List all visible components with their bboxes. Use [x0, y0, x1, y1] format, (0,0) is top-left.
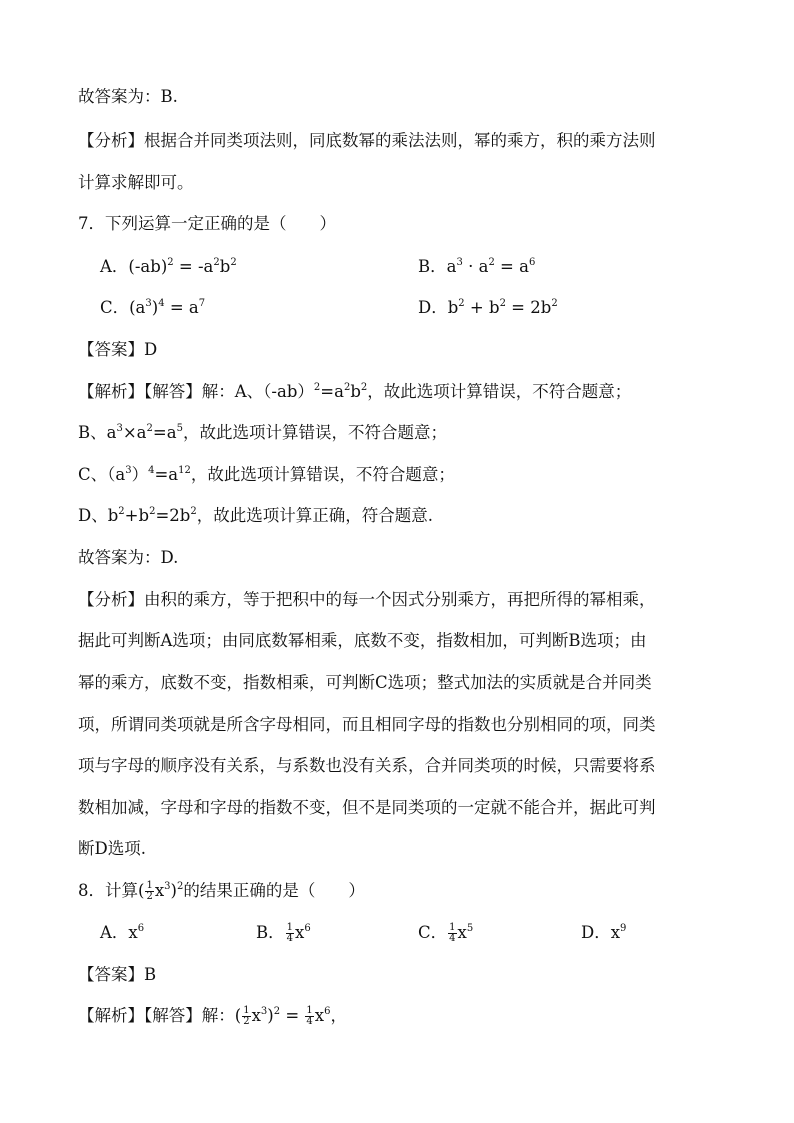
- question-7: 7．下列运算一定正确的是（ ）: [78, 214, 336, 233]
- analysis-7-line-1: 【分析】由积的乘方，等于把积中的每一个因式分别乘方，再把所得的幂相乘，: [78, 590, 656, 609]
- q7-option-d: D．$b^2 + b^2 = 2b^2$: [418, 298, 558, 317]
- q7-option-b: B．$a^3 \cdot a^2 = a^6$: [418, 257, 536, 276]
- solution-7-d: D、$b^2+b^2=2b^2$，故此选项计算正确，符合题意.: [78, 506, 433, 525]
- analysis-line-6a: 【分析】根据合并同类项法则，同底数幂的乘法法则，幂的乘方，积的乘方法则: [78, 131, 656, 150]
- question-8: 8．计算( $\frac{1}{2}$ $x^3)^2$的结果正确的是（ ）: [78, 880, 365, 902]
- q8-expression: ( $\frac{1}{2}$ $x^3)^2$: [138, 880, 184, 902]
- q8-option-d: D．$x^9$: [581, 923, 627, 942]
- answer-8: 【答案】B: [78, 965, 157, 984]
- analysis-7-line-7: 断D选项.: [78, 839, 146, 858]
- q8-option-a: A．$x^6$: [100, 923, 145, 942]
- fraction-half: $\frac{1}{2}$: [243, 1005, 250, 1027]
- answer-line-7: 故答案为：D.: [78, 548, 179, 567]
- analysis-7-line-5: 项与字母的顺序没有关系，与系数也没有关系，合并同类项的时候，只需要将系: [78, 756, 656, 775]
- solution-7-a: 【解析】【解答】解：A、$(-ab)^2=a^2b^2$，故此选项计算错误，不符合题意；: [78, 382, 632, 401]
- solution-7-b: B、$a^3\times a^2=a^5$，故此选项计算错误，不符合题意；: [78, 423, 447, 442]
- solution-7-c: C、$(a^3)^4=a^{12}$，故此选项计算错误，不符合题意；: [78, 465, 455, 484]
- analysis-7-line-3: 幂的乘方，底数不变，指数相乘，可判断C选项；整式加法的实质就是合并同类: [78, 673, 652, 692]
- analysis-7-line-2: 据此可判断A选项；由同底数幂相乘，底数不变，指数相加，可判断B选项；由: [78, 631, 647, 650]
- solution-8: 【解析】【解答】解：( $\frac{1}{2}$ $x^3)^2$ = $\frac{1}{4}$ $x^6$，: [78, 1005, 347, 1027]
- fraction-quarter: $\frac{1}{4}$: [306, 1005, 313, 1027]
- q7-option-a: A．$(-ab)^2 = -a^2b^2$: [100, 257, 237, 276]
- fraction-quarter: $\frac{1}{4}$: [286, 922, 294, 944]
- fraction-quarter: $\frac{1}{4}$: [449, 922, 456, 944]
- q7-option-c: C．$(a^3)^4 = a^7$: [100, 298, 206, 317]
- analysis-7-line-4: 项，所谓同类项就是所含字母相同，而且相同字母的指数也分别相同的项，同类: [78, 715, 656, 734]
- q8-option-c: C． $\frac{1}{4}$ $x^5$: [418, 922, 474, 944]
- q8-option-b: B． $\frac{1}{4}$ $x^6$: [256, 922, 311, 944]
- answer-7: 【答案】D: [78, 340, 158, 359]
- answer-line-6: 故答案为：B.: [78, 87, 178, 106]
- analysis-7-line-6: 数相加减，字母和字母的指数不变，但不是同类项的一定就不能合并，据此可判: [78, 798, 656, 817]
- fraction-half: $\frac{1}{2}$: [146, 880, 153, 902]
- analysis-line-6b: 计算求解即可。: [78, 173, 194, 192]
